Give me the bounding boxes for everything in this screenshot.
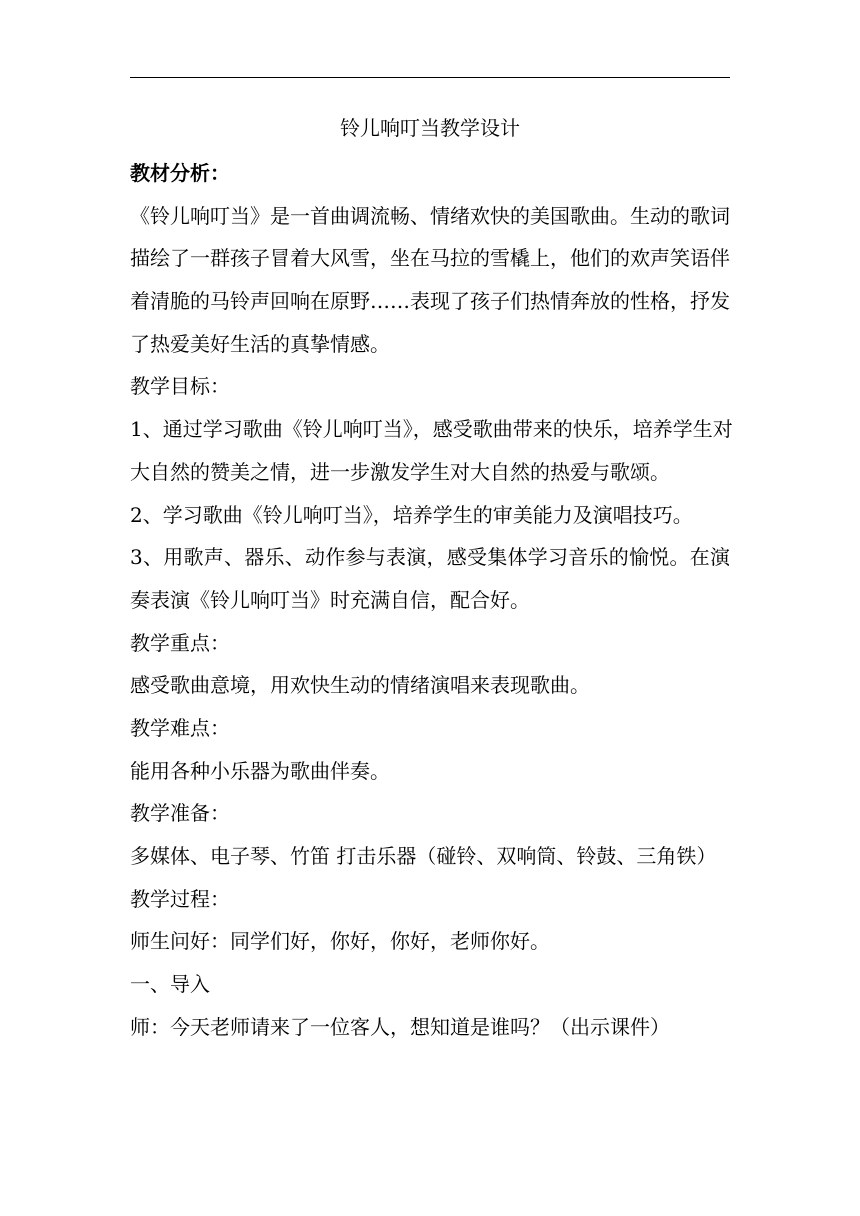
body-line: 着清脆的马铃声回响在原野……表现了孩子们热情奔放的性格，抒发	[130, 289, 730, 314]
body-line: 教学准备：	[130, 801, 230, 826]
body-line: 大自然的赞美之情，进一步激发学生对大自然的热爱与歌颂。	[130, 459, 670, 484]
body-line: 了热爱美好生活的真挚情感。	[130, 331, 390, 356]
body-line: 3、用歌声、器乐、动作参与表演，感受集体学习音乐的愉悦。在演	[130, 545, 730, 570]
header-rule	[130, 77, 730, 78]
body-line: 教学重点：	[130, 630, 230, 655]
body-line: 师：今天老师请来了一位客人，想知道是谁吗？（出示课件）	[130, 1014, 670, 1039]
body-line: 多媒体、电子琴、竹笛 打击乐器（碰铃、双响筒、铃鼓、三角铁）	[130, 844, 717, 868]
body-line: 教材分析：	[130, 161, 230, 185]
body-line: 能用各种小乐器为歌曲伴奏。	[130, 758, 390, 783]
body-line: 描绘了一群孩子冒着大风雪，坐在马拉的雪橇上，他们的欢声笑语伴	[130, 246, 730, 271]
body-line: 2、学习歌曲《铃儿响叮当》，培养学生的审美能力及演唱技巧。	[130, 502, 693, 527]
body-line: 师生问好：同学们好，你好，你好，老师你好。	[130, 929, 550, 954]
body-line: 1、通过学习歌曲《铃儿响叮当》，感受歌曲带来的快乐，培养学生对	[130, 417, 733, 442]
body-line: 奏表演《铃儿响叮当》时充满自信，配合好。	[130, 587, 530, 612]
body-line: 《铃儿响叮当》是一首曲调流畅、情绪欢快的美国歌曲。生动的歌词	[130, 203, 730, 228]
document-body	[130, 152, 733, 1048]
body-line: 教学目标：	[130, 374, 230, 399]
body-line: 教学过程：	[130, 886, 230, 911]
body-line: 教学难点：	[130, 715, 230, 740]
body-line: 感受歌曲意境，用欢快生动的情绪演唱来表现歌曲。	[130, 673, 590, 698]
document-title: 铃儿响叮当教学设计	[340, 116, 520, 140]
body-line: 一、导入	[130, 972, 210, 997]
